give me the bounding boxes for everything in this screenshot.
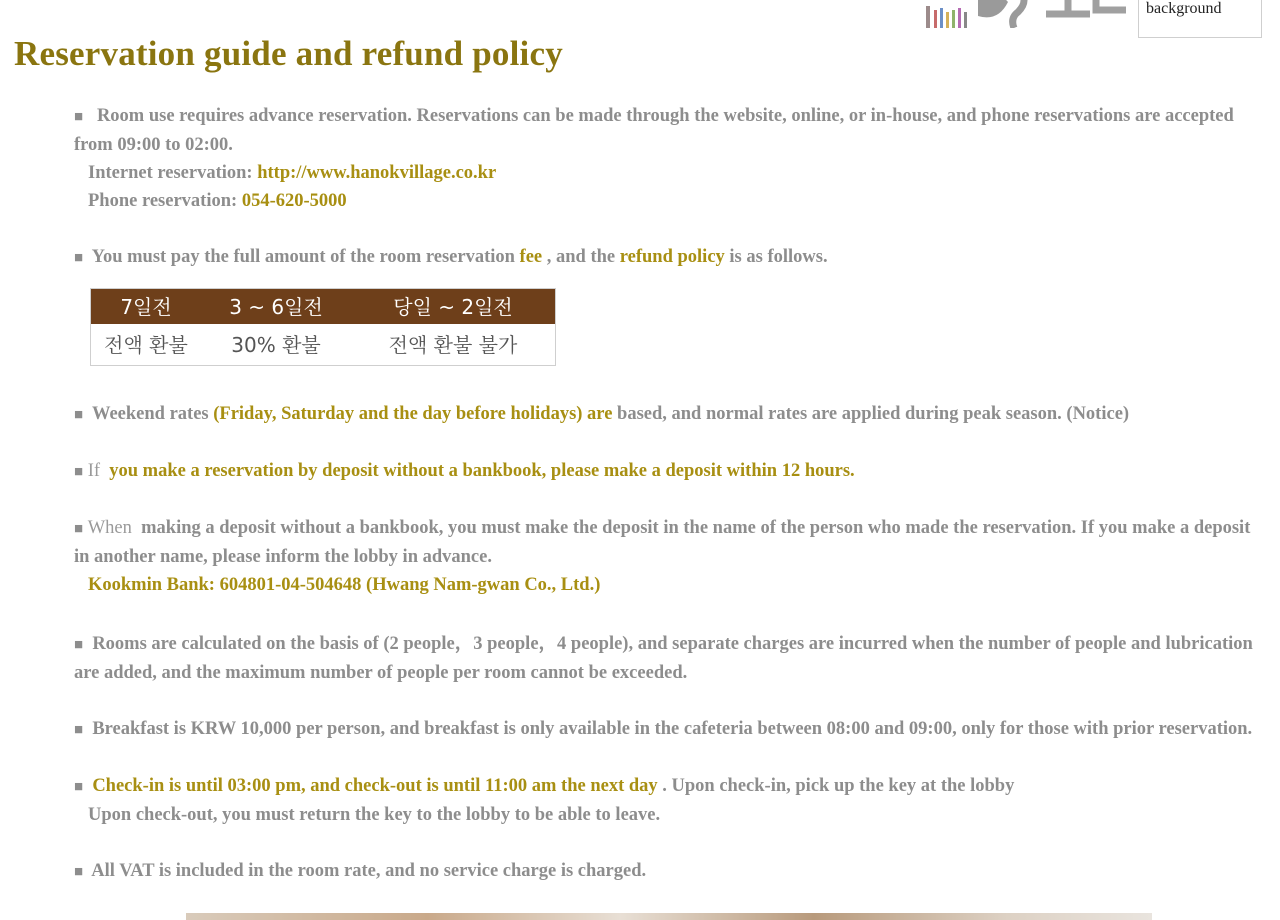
phone-reservation-label: Phone reservation:	[88, 191, 238, 211]
page-title: Reservation guide and refund policy	[14, 34, 563, 73]
full-payment-text-b: , and the	[546, 247, 616, 267]
deposit-name-text: making a deposit without a bankbook, you must make the deposit in the name of the person who made the reservation. If you make a deposit in another name, please inform the lobby in advance.	[74, 518, 1251, 567]
refund-header-7-days: 7일전	[91, 289, 202, 325]
internet-reservation-label: Internet reservation:	[88, 163, 253, 183]
refund-policy-table	[90, 288, 556, 366]
full-payment-text-c: is as follows.	[729, 247, 828, 267]
bank-account-info: Kookmin Bank: 604801-04-504648 (Hwang Nam-gwan Co., Ltd.)	[88, 575, 601, 595]
fee-highlight: fee	[519, 247, 543, 267]
tooltip-text: background	[1146, 0, 1222, 17]
bullet-icon: ■	[74, 637, 84, 653]
breakfast-text: Breakfast is KRW 10,000 per person, and breakfast is only available in the cafeteria between 08:00 and 09:00, only for those with prior reservation.	[92, 719, 1253, 739]
weekend-rates-highlight: (Friday, Saturday and the day before holidays) are	[213, 404, 613, 424]
check-out-text: Upon check-out, you must return the key to the lobby to be able to leave.	[88, 805, 661, 825]
refund-cell-none: 전액 환불 불가	[351, 324, 556, 366]
deposit-deadline-highlight: you make a reservation by deposit without a bankbook, please make a deposit within 12 hours.	[109, 461, 855, 481]
refund-table-row	[91, 324, 556, 366]
weekend-rates-text-b: based, and normal rates are applied during peak season. (Notice)	[617, 404, 1130, 424]
policy-item-weekend-rates	[74, 400, 1258, 429]
bullet-icon: ■	[74, 407, 84, 423]
policy-item-deposit-deadline	[74, 457, 1258, 486]
bullet-icon: ■	[74, 521, 84, 537]
policy-content	[74, 102, 1258, 914]
policy-item-breakfast	[74, 715, 1258, 744]
refund-cell-30: 30% 환불	[201, 324, 351, 366]
refund-cell-full: 전액 환불	[91, 324, 202, 366]
bullet-icon: ■	[74, 779, 84, 795]
hanok-logo[interactable]	[918, 0, 1138, 28]
room-capacity-text: Rooms are calculated on the basis of (2 people，3 people，4 people), and separate charges are incurred when the number of people and lubrication are added, and the maximum number of people per room cannot be exceeded.	[74, 634, 1253, 683]
policy-item-vat	[74, 857, 1258, 886]
check-in-out-highlight: Check-in is until 03:00 pm, and check-out is until 11:00 am the next day	[92, 776, 658, 796]
bullet-icon: ■	[74, 464, 84, 480]
policy-item-check-in-out	[74, 772, 1258, 829]
check-in-text: . Upon check-in, pick up the key at the lobby	[662, 776, 1015, 796]
bullet-icon: ■	[74, 250, 84, 266]
policy-item-room-capacity	[74, 630, 1258, 687]
weekend-rates-text-a: Weekend rates	[91, 404, 209, 424]
bullet-icon: ■	[74, 864, 84, 880]
bottom-photo	[186, 913, 1152, 920]
refund-header-same-day: 당일 ~ 2일전	[351, 289, 556, 325]
internet-reservation-link[interactable]: http://www.hanokvillage.co.kr	[257, 163, 497, 183]
policy-item-full-payment	[74, 243, 1258, 272]
refund-policy-highlight: refund policy	[619, 247, 725, 267]
logo-graphic	[918, 0, 1138, 28]
phone-reservation-number: 054-620-5000	[241, 191, 347, 211]
policy-item-deposit-name	[74, 514, 1258, 599]
deposit-name-prefix: When	[87, 518, 132, 538]
refund-table-header-row	[91, 289, 556, 325]
deposit-prefix: If	[87, 461, 101, 481]
vat-text: All VAT is included in the room rate, and no service charge is charged.	[91, 861, 647, 881]
bullet-icon: ■	[74, 109, 84, 125]
policy-item-advance-reservation	[74, 102, 1258, 215]
bullet-icon: ■	[74, 722, 84, 738]
full-payment-text-a: You must pay the full amount of the room reservation	[91, 247, 515, 267]
advance-reservation-text: Room use requires advance reservation. Reservations can be made through the website, online, or in-house, and phone reservations are accepted from 09:00 to 02:00.	[74, 106, 1234, 155]
tooltip-box	[1138, 0, 1262, 38]
refund-header-3-6-days: 3 ~ 6일전	[201, 289, 351, 325]
